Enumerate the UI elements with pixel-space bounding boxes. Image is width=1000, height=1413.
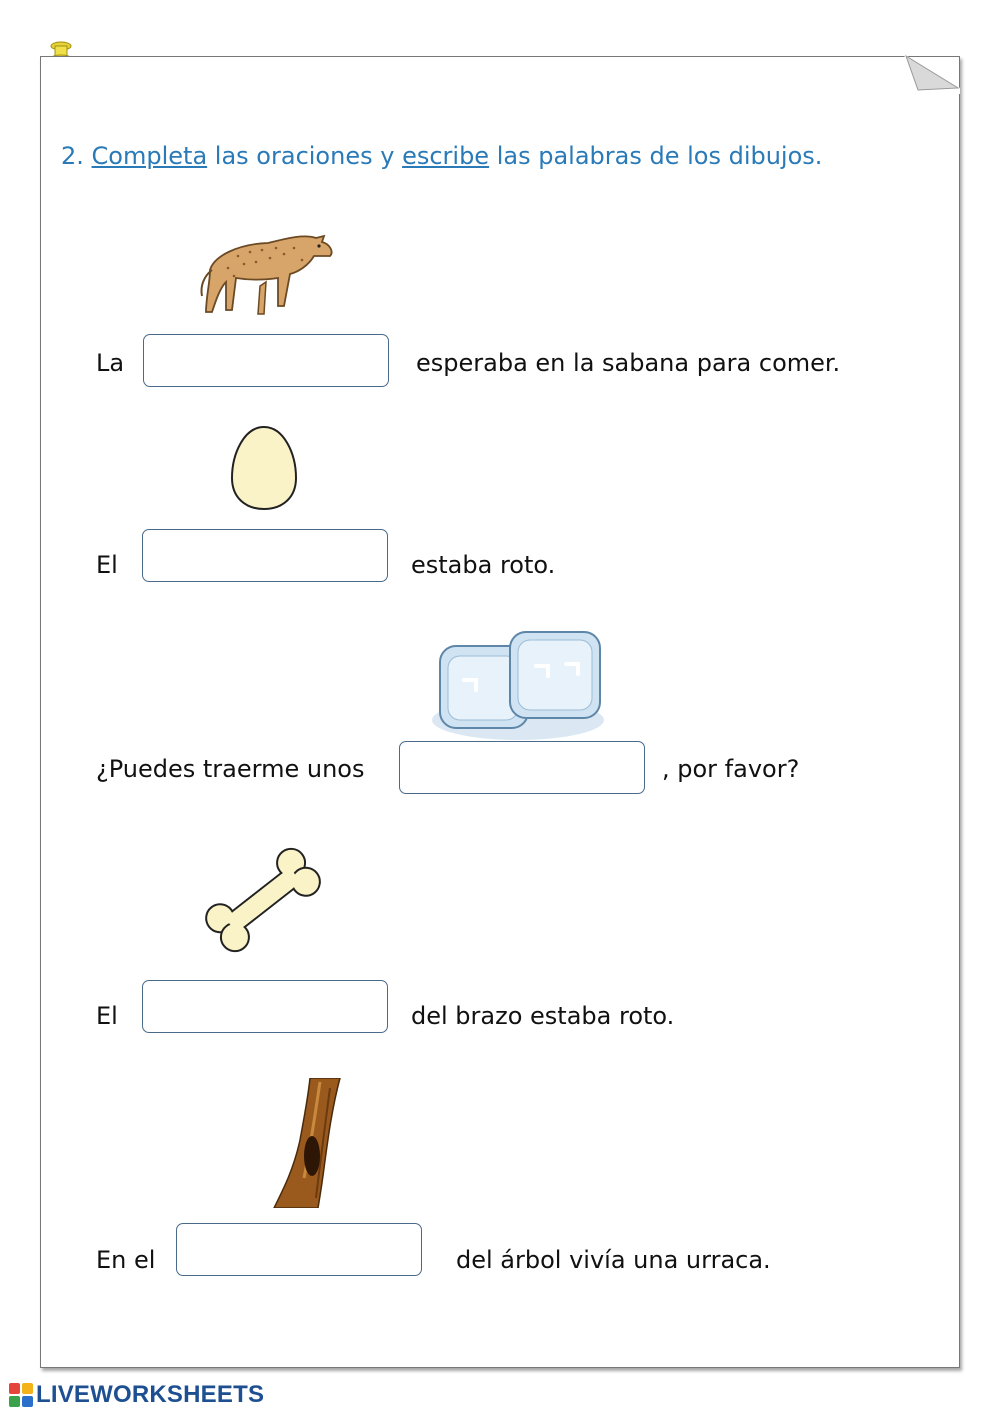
sentence-3-before: ¿Puedes traerme unos <box>96 755 365 783</box>
bone-icon <box>192 838 334 962</box>
hyena-icon <box>198 226 334 320</box>
title-keyword-completa: Completa <box>91 142 208 170</box>
page-curl-icon <box>904 54 960 94</box>
answer-box-3[interactable] <box>399 741 645 794</box>
title-keyword-escribe: escribe <box>402 142 490 170</box>
ice-cubes-icon <box>430 628 608 744</box>
sentence-5-after: del árbol vivía una urraca. <box>456 1246 771 1274</box>
egg-icon <box>228 424 300 512</box>
sentence-3-after: , por favor? <box>662 755 800 783</box>
sentence-1-before: La <box>96 349 125 377</box>
answer-box-2[interactable] <box>142 529 388 582</box>
exercise-title <box>61 142 822 170</box>
answer-box-1[interactable] <box>143 334 389 387</box>
liveworksheets-brand-text: LIVEWORKSHEETS <box>36 1381 265 1408</box>
sentence-1-after: esperaba en la sabana para comer. <box>416 349 841 377</box>
liveworksheets-logo[interactable] <box>8 1382 264 1408</box>
exercise-number: 2. <box>61 142 84 170</box>
title-text-middle: las oraciones y <box>214 142 395 170</box>
sentence-5-before: En el <box>96 1246 156 1274</box>
liveworksheets-logo-icon <box>8 1382 34 1408</box>
answer-box-5[interactable] <box>176 1223 422 1276</box>
tree-trunk-icon <box>270 1078 344 1208</box>
title-text-end: las palabras de los dibujos. <box>496 142 823 170</box>
answer-box-4[interactable] <box>142 980 388 1033</box>
sentence-4-after: del brazo estaba roto. <box>411 1002 675 1030</box>
sentence-4-before: El <box>96 1002 118 1030</box>
sentence-2-before: El <box>96 551 118 579</box>
sentence-2-after: estaba roto. <box>411 551 556 579</box>
